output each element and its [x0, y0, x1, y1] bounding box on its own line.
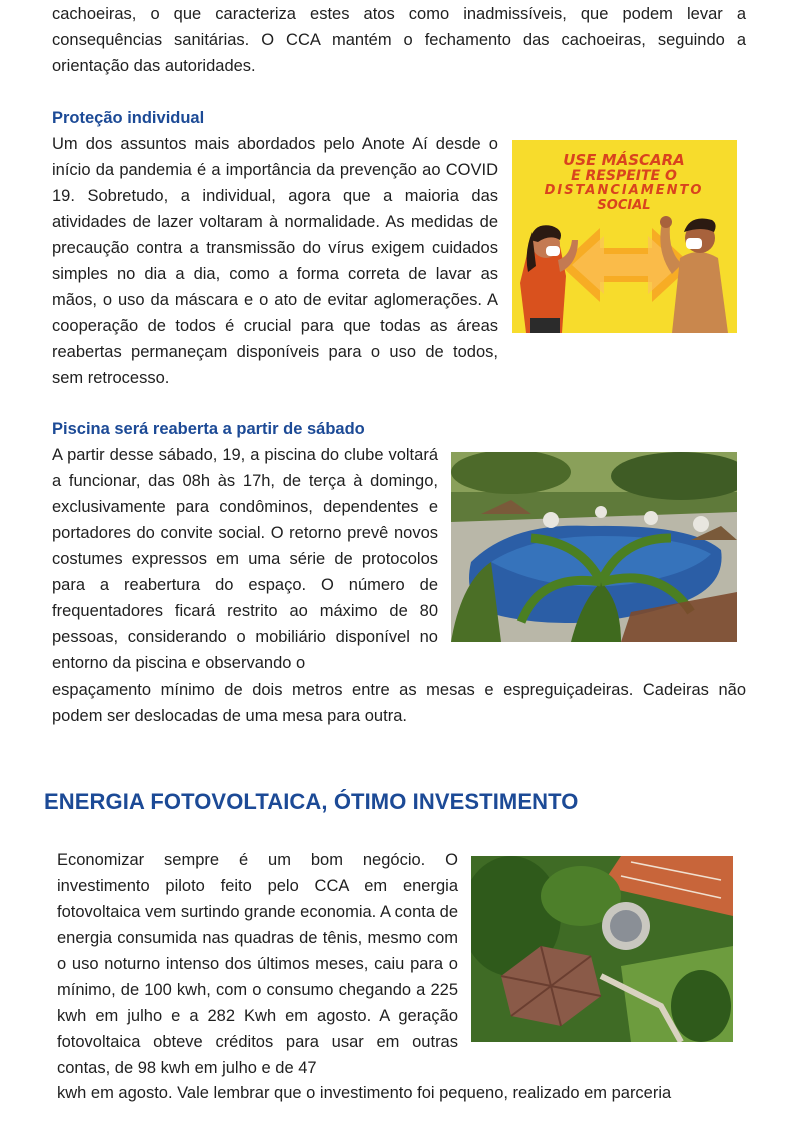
piscina-paragraph-full: espaçamento mínimo de dois metros entre as mesas e espreguiçadeiras. Cadeiras não podem ser deslocadas de uma mesa para outra.: [52, 681, 746, 725]
energia-heading: ENERGIA FOTOVOLTAICA, ÓTIMO INVESTIMENTO: [44, 789, 579, 814]
poster-line-2: E RESPEITE O: [571, 168, 677, 184]
piscina-paragraph-wrapped: A partir desse sábado, 19, a piscina do clube voltará a funcionar, das 08h às 17h, de terça à domingo, exclusivamente para condôminos, dependentes e portadores do convite social. O retorno prevê novos costumes expressos em uma série de protocolos para a reabertura do espaço. O número de frequentadores ficará restrito ao máximo de 80 pessoas, considerando o mobiliário disponível no entorno da piscina e observando o: [52, 446, 438, 672]
protecao-paragraph: Um dos assuntos mais abordados pelo Anote Aí desde o início da pandemia é a importância da prevenção ao COVID 19. Sobretudo, a individual, agora que a maioria das atividades de lazer voltaram à normalidade. As medidas de precaução contra a transmissão do vírus exigem cuidados simples no dia a dia, como a forma correta de lavar as mãos, o uso da máscara e o ato de evitar aglomerações. A cooperação de todos é crucial para que todas as áreas reabertas permaneçam disponíveis para o uso de todos, sem retrocesso.: [52, 135, 498, 387]
poster-line-4: SOCIAL: [597, 198, 651, 213]
piscina-title: Piscina será reaberta a partir de sábado: [52, 420, 365, 438]
intro-paragraph: cachoeiras, o que caracteriza estes atos como inadmissíveis, que podem levar a consequências sanitárias. O CCA mantém o fechamento das cachoeiras, seguindo a orientação das autoridades.: [52, 5, 746, 75]
pool-photo-illustration: [451, 452, 737, 642]
energia-paragraph-full: kwh em agosto. Vale lembrar que o investimento foi pequeno, realizado em parceria: [57, 1084, 672, 1102]
energia-paragraph-wrapped: Economizar sempre é um bom negócio. O investimento piloto feito pelo CCA em energia fotovoltaica vem surtindo grande economia. A conta de energia consumida nas quadras de tênis, mesmo com o uso noturno intenso dos últimos meses, caiu para o mínimo, de 100 kwh, com o consumo chegando a 225 kwh em julho e a 282 Kwh em agosto. A geração fotovoltaica obteve créditos para usar em outras contas, de 98 kwh em julho e de 47: [57, 851, 458, 1077]
mask-poster-illustration: [512, 140, 737, 333]
poster-line-1: USE MÁSCARA: [563, 151, 685, 169]
poster-line-3: DISTANCIAMENTO: [544, 183, 704, 198]
tennis-court-aerial-photo: [471, 856, 733, 1042]
aerial-photo-illustration: [471, 856, 733, 1042]
mask-distancing-poster: [512, 140, 737, 333]
pool-photo: [451, 452, 737, 642]
protecao-title: Proteção individual: [52, 109, 205, 127]
